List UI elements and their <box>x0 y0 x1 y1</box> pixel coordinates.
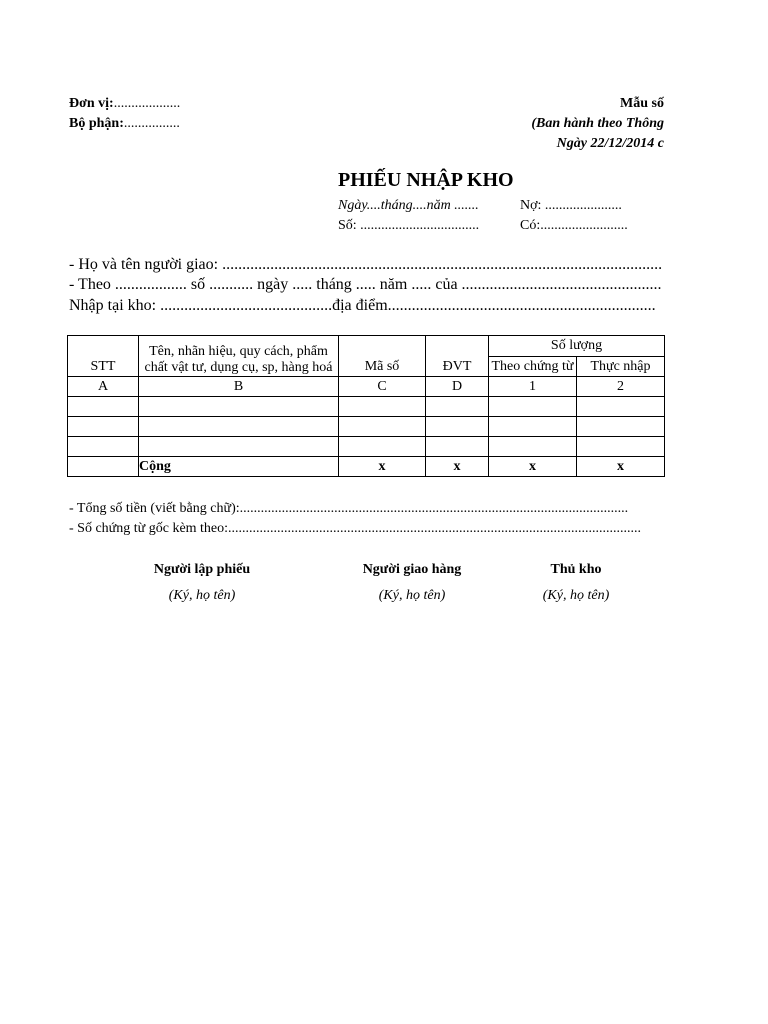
table-row <box>68 397 665 417</box>
code-cell: C <box>339 377 426 397</box>
code-cell: 1 <box>489 377 577 397</box>
items-table <box>67 335 665 477</box>
table-cell <box>68 457 139 477</box>
col-actual-header: Thực nhập <box>577 356 665 377</box>
table-cell[interactable] <box>426 397 489 417</box>
col-name-header: Tên, nhãn hiệu, quy cách, phẩm chất vật tư, dụng cụ, sp, hàng hoá <box>139 336 339 377</box>
table-cell[interactable] <box>139 397 339 417</box>
code-cell: D <box>426 377 489 397</box>
date-block <box>338 196 479 236</box>
signature-note: (Ký, họ tên) <box>542 588 610 603</box>
code-cell: 2 <box>577 377 665 397</box>
total-actual: x <box>577 457 665 477</box>
dept-label: Bộ phận: <box>69 116 124 131</box>
issued-date: Ngày 22/12/2014 c <box>556 136 664 151</box>
total-unit: x <box>426 457 489 477</box>
table-cell[interactable] <box>577 417 665 437</box>
account-block <box>520 196 628 236</box>
table-cell[interactable] <box>426 417 489 437</box>
form-number: Mẫu số <box>620 96 664 111</box>
signature-role: Thủ kho <box>550 562 602 577</box>
total-label: Cộng <box>139 457 339 477</box>
quantity-header: Số lượng <box>489 336 665 357</box>
dept-line <box>69 114 180 134</box>
total-per-doc: x <box>489 457 577 477</box>
unit-label: Đơn vị: <box>69 96 114 111</box>
document-title: PHIẾU NHẬP KHO <box>338 169 514 191</box>
credit-line: Có:......................... <box>520 218 628 233</box>
signature-role: Người giao hàng <box>362 562 462 577</box>
code-row <box>68 377 665 397</box>
dept-dots: ................ <box>123 116 180 131</box>
signature-preparer <box>102 557 302 609</box>
col-per-doc-header: Theo chứng từ <box>489 356 577 377</box>
table-cell[interactable] <box>139 417 339 437</box>
table-cell[interactable] <box>489 397 577 417</box>
signature-note: (Ký, họ tên) <box>378 588 446 603</box>
unit-dots: ................... <box>113 96 181 111</box>
deliverer-line: - Họ và tên người giao: .............................................................................................................. <box>69 256 663 273</box>
number-line: Số: .................................. <box>338 218 480 233</box>
table-cell[interactable] <box>489 437 577 457</box>
header-left <box>69 94 180 134</box>
table-row <box>68 417 665 437</box>
table-cell[interactable] <box>68 397 139 417</box>
signature-storekeeper <box>476 557 676 609</box>
code-cell: A <box>68 377 139 397</box>
table-cell[interactable] <box>577 397 665 417</box>
according-to-line: - Theo .................. số ........... ngày ..... tháng ..... năm ..... của .................................................. <box>69 276 662 293</box>
table-cell[interactable] <box>426 437 489 457</box>
code-cell: B <box>139 377 339 397</box>
table-cell[interactable] <box>339 437 426 457</box>
date-line: Ngày....tháng....năm ....... <box>338 198 479 213</box>
issued-by: (Ban hành theo Thông <box>531 116 664 131</box>
table-cell[interactable] <box>489 417 577 437</box>
table-cell[interactable] <box>339 397 426 417</box>
col-stt-header: STT <box>68 336 139 377</box>
total-row <box>68 457 665 477</box>
table-cell[interactable] <box>139 437 339 457</box>
table-cell[interactable] <box>68 417 139 437</box>
table-cell[interactable] <box>339 417 426 437</box>
total-words-line: - Tổng số tiền (viết bằng chữ):............................................................................................................... <box>69 501 629 516</box>
unit-line <box>69 94 180 114</box>
signature-note: (Ký, họ tên) <box>168 588 236 603</box>
total-code: x <box>339 457 426 477</box>
header-row-1 <box>68 336 665 357</box>
header-right <box>480 94 664 154</box>
warehouse-line: Nhập tại kho: ...........................................địa điểm................................................................... <box>69 297 656 314</box>
signature-role: Người lập phiếu <box>153 562 251 577</box>
table-cell[interactable] <box>68 437 139 457</box>
table-cell[interactable] <box>577 437 665 457</box>
attached-docs-line: - Số chứng từ gốc kèm theo:...................................................................................................................... <box>69 521 642 536</box>
table-row <box>68 437 665 457</box>
col-unit-header: ĐVT <box>426 336 489 377</box>
debit-line: Nợ: ...................... <box>520 198 622 213</box>
col-code-header: Mã số <box>339 336 426 377</box>
